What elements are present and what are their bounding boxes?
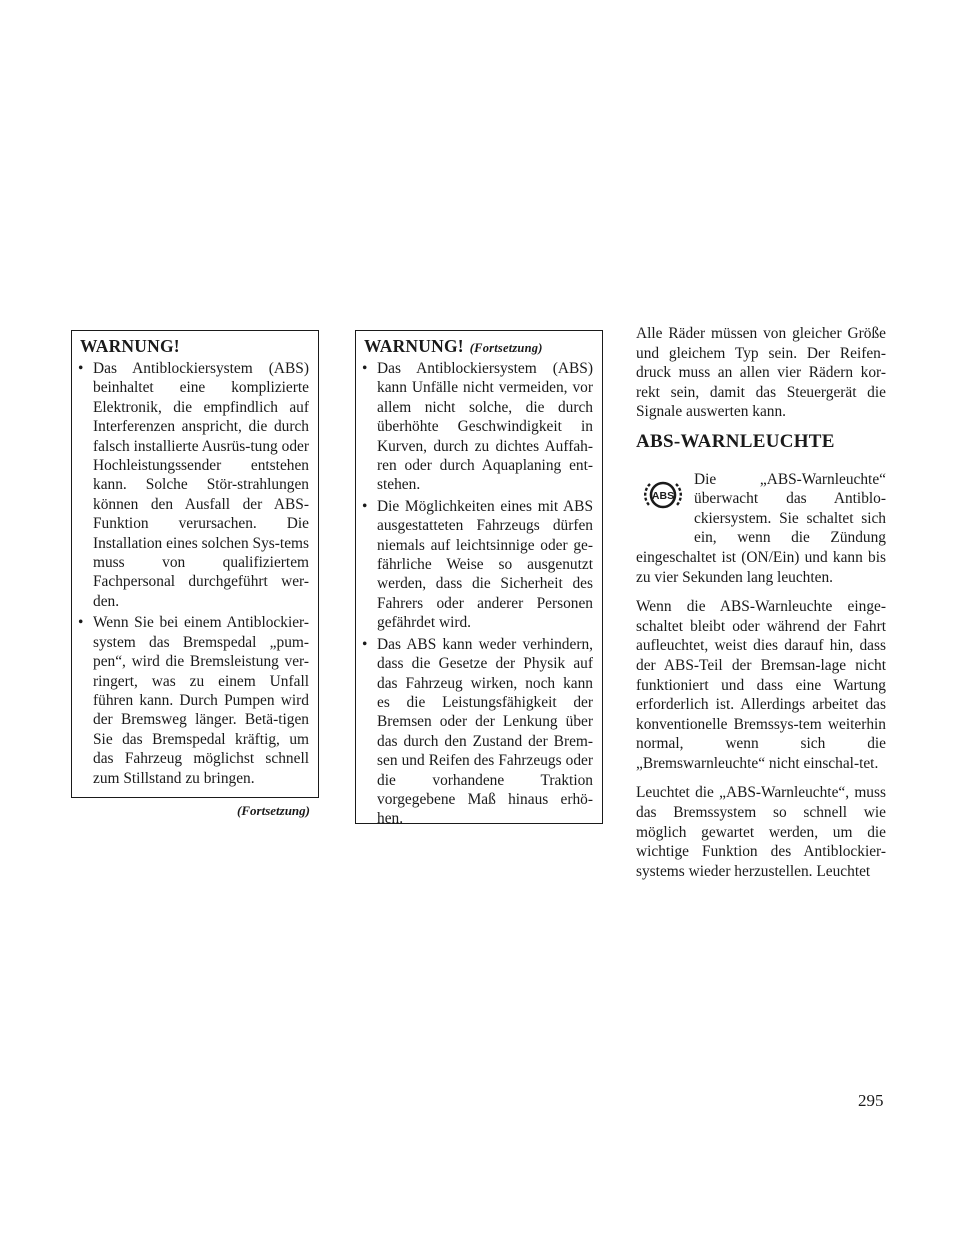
warning-title xyxy=(364,336,543,357)
list-item xyxy=(362,635,593,829)
warning-title xyxy=(80,336,180,357)
abs-paragraph-1 xyxy=(636,470,886,588)
warning-list xyxy=(78,359,309,790)
warning-title-text: WARNUNG! xyxy=(364,336,464,356)
list-item xyxy=(362,359,593,495)
abs-paragraph-1-text: Die „ABS-Warnleuchte“ überwacht das Antiblo-ckiersystem. Sie schaltet sich ein, wenn die Zündung eingeschaltet ist (ON/Ein) und kann bis zu vier Sekunden lang leuchten. xyxy=(636,470,886,586)
section-heading: ABS-WARNLEUCHTE xyxy=(636,430,835,452)
abs-icon-label: ABS xyxy=(651,489,675,502)
list-item xyxy=(78,359,309,611)
continued-label: (Fortsetzung) xyxy=(237,803,310,818)
bullet-icon: • xyxy=(362,360,368,377)
abs-paragraph-2: Wenn die ABS-Warnleuchte einge-schaltet bleibt oder während der Fahrt aufleuchtet, weist dies darauf hin, dass der ABS-Teil der Bremsan-lage nicht funktioniert und dass eine Wartung erforderlich ist. Allerdings arbeitet das konventionelle Bremssys-tem weiterhin normal, wenn sich die „Bremswarnleuchte“ nicht einschal-tet. xyxy=(636,598,886,772)
list-item xyxy=(78,613,309,788)
list-item-text: Wenn Sie bei einem Antiblockier-system das Bremspedal „pum-pen“, wird die Bremsleistung ver-ringert, was zu einem Unfall führen kann. Durch Pumpen wird der Bremsweg länger. Betä-tigen Sie das Bremspedal kräftig, um das Fahrzeug möglichst schnell zum Stillstand zu bringen. xyxy=(93,614,309,787)
warning-title-text: WARNUNG! xyxy=(80,336,180,356)
right-column xyxy=(636,324,886,881)
bullet-icon: • xyxy=(362,497,368,515)
abs-icon-graphic xyxy=(644,476,682,514)
bullet-icon: • xyxy=(78,614,84,632)
list-item-text: Das Antiblockiersystem (ABS) beinhaltet eine komplizierte Elektronik, die empfindlich auf Interferenzen anspricht, die durch falsch installierte Ausrüs-tung oder Hochleistungssender entstehen kann. Solche Stör-strahlungen können den Ausfall der ABS-Funktion verursachen. Die Installation eines solchen Sys-tems muss von qualifiziertem Fachpersonal durchgeführt wer-den. xyxy=(93,360,309,610)
list-item xyxy=(362,497,593,633)
warning-box xyxy=(71,330,319,798)
intro-paragraph: Alle Räder müssen von gleicher Größe und gleichem Typ sein. Der Reifen-druck muss an allen vier Rädern kor-rekt sein, damit das Steuergerät die Signale auswerten kann. xyxy=(636,325,886,421)
list-item-text: Das ABS kann weder verhindern, dass die Gesetze der Physik auf das Fahrzeug wirken, noch kann es die Leistungsfähigkeit der Bremsen oder der Lenkung über das durch den Zustand der Brem-sen und Reifen des Fahrzeugs oder die vorhandene Traktion vorgegebene Maß hinaus erhö-hen. xyxy=(377,635,593,828)
abs-warning-light-icon xyxy=(636,476,688,532)
warning-box-continued xyxy=(355,330,603,828)
warning-list xyxy=(362,359,593,831)
abs-paragraph-3: Leuchtet die „ABS-Warnleuchte“, muss das Bremssystem so schnell wie möglich gewartet werden, um die wichtige Funktion des Antiblockier-systems wieder herzustellen. Leuchtet xyxy=(636,784,886,880)
bullet-icon: • xyxy=(362,635,368,653)
warning-title-continued: (Fortsetzung) xyxy=(469,341,543,355)
list-item-text: Die Möglichkeiten eines mit ABS ausgestatteten Fahrzeugs dürfen niemals auf leichtsinnige oder ge-fährliche Weise so ausgenutzt werden, dass die Sicherheit des Fahrers oder anderer Personen gefährdet wird. xyxy=(377,497,593,632)
bullet-icon: • xyxy=(78,360,84,377)
list-item-text: Das Antiblockiersystem (ABS) kann Unfälle nicht vermeiden, vor allem nicht solche, die durch überhöhte Geschwindigkeit in Kurven, durch zu dichtes Auffah-ren oder durch Aquaplaning ent-stehen. xyxy=(377,360,593,494)
page-number: 295 xyxy=(858,1091,884,1110)
